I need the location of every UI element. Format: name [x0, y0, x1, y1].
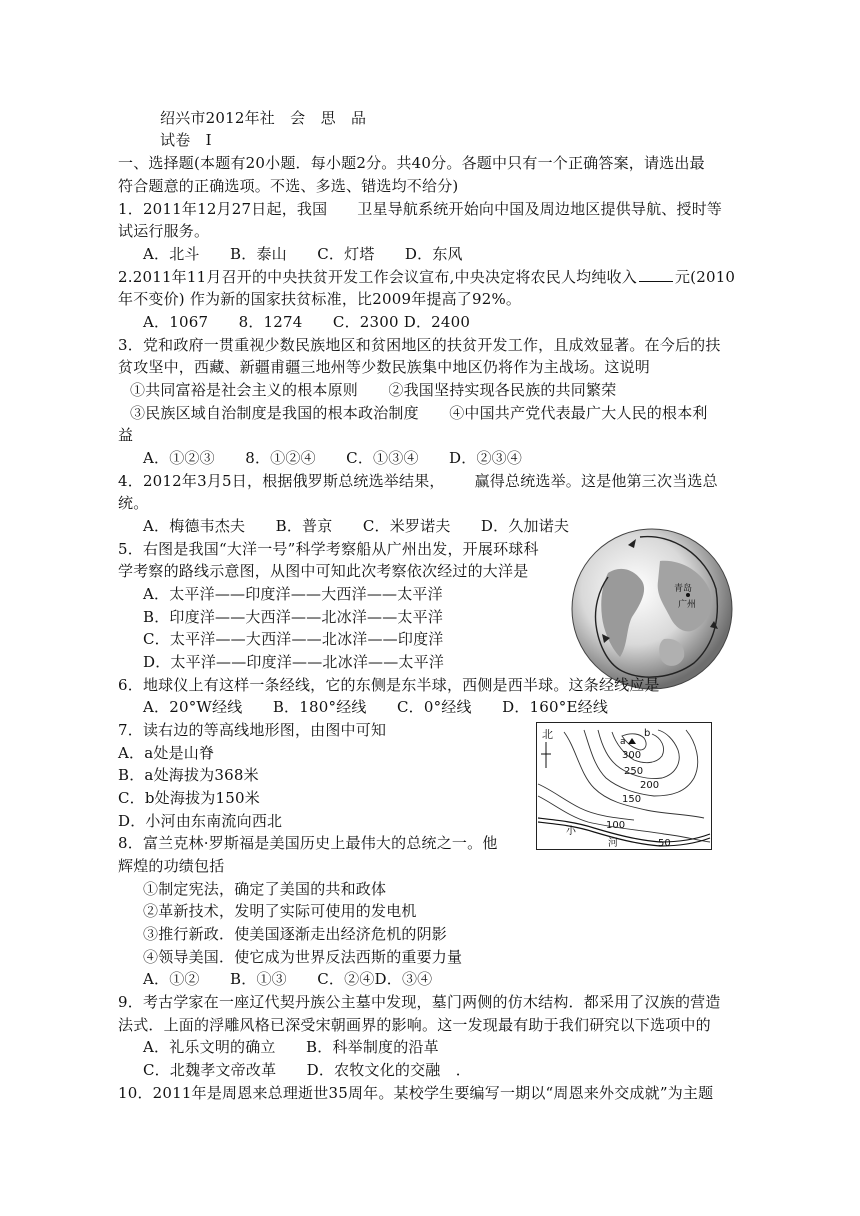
river-label: 小 — [566, 826, 576, 837]
question-text: 赢得总统选举。这是他第三次当选总 — [474, 472, 718, 490]
city-label-qingdao: 青岛 — [674, 584, 693, 594]
question-options: A．礼乐文明的确立 B．科举制度的沿革 — [143, 1038, 439, 1056]
statement-line: ③推行新政．使美国逐渐走出经济危机的阴影 — [143, 925, 448, 943]
contour-map-figure — [536, 722, 712, 850]
option-b: B．印度洋——大西洋——北冰洋——太平洋 — [143, 608, 444, 626]
statement-line: ②革新技术，发明了实际可使用的发电机 — [143, 902, 417, 920]
question-text: 试运行服务。 — [118, 222, 210, 240]
section-instruction: 一、选择题(本题有20小题．每小题2分。共40分。各题中只有一个正确答案，请选出最 — [118, 154, 705, 172]
question-10: 10．2011年是周恩来总理逝世35周年。某校学生要编写一期以“周恩来外交成就”为主题 — [118, 1084, 714, 1102]
north-label: 北 — [542, 728, 553, 741]
section-instruction: 符合题意的正确选项。不选、多选、错选均不给分) — [118, 177, 459, 195]
question-text: 贫攻坚中，西藏、新疆甫疆三地州等少数民族集中地区仍将作为主战场。这说明 — [118, 358, 651, 376]
statement-line: ①制定宪法，确定了美国的共和政体 — [143, 880, 387, 898]
question-text: 2.2011年11月召开的中央扶贫开发工作会议宣布,中央决定将农民人均纯收入 — [118, 268, 637, 286]
question-3: 3．党和政府一贯重视少数民族地区和贫困地区的扶贫开发工作，且成效显著。在今后的扶 — [118, 336, 721, 354]
question-text: 元(2010 — [674, 268, 736, 286]
question-options: A．1067 8．1274 C．2300 D．2400 — [143, 313, 471, 331]
question-text: 法式．上面的浮雕风格已深受宋朝画界的影响。这一发现最有助于我们研究以下选项中的 — [118, 1016, 711, 1034]
option-d: D．太平洋——印度洋——北冰洋——太平洋 — [143, 653, 445, 671]
question-4 — [118, 470, 718, 492]
question-options: A．北斗 B．泰山 C．灯塔 D．东风 — [143, 245, 463, 263]
point-label-a: a — [620, 737, 626, 747]
river-label: 河 — [608, 838, 618, 849]
question-6: 6．地球仪上有这样一条经线，它的东侧是东半球，西侧是西半球。这条经线应是 — [118, 676, 660, 694]
exam-title: 绍兴市2012年社 会 思 品 — [160, 109, 367, 127]
option-c: C．b处海拔为150米 — [118, 789, 260, 807]
contour-value: 250 — [624, 766, 644, 777]
contour-value: 100 — [606, 820, 626, 831]
option-c: C．太平洋——大西洋——北冰洋——印度洋 — [143, 630, 444, 648]
option-a: A．太平洋——印度洋——大西洋——太平洋 — [143, 585, 443, 603]
question-5: 5．右图是我国“大洋一号”科学考察船从广州出发，开展环球科 — [118, 540, 539, 558]
question-2 — [118, 266, 735, 288]
contour-value: 200 — [640, 780, 660, 791]
question-text: 学考察的路线示意图，从图中可知此次考察依次经过的大洋是 — [118, 562, 529, 580]
statement-line: 益 — [118, 426, 134, 444]
answer-blank — [639, 267, 673, 282]
question-text: 卫星导航系统开始向中国及周边地区提供导航、授时等 — [357, 200, 723, 218]
question-text: 年不变价) 作为新的国家扶贫标准，比2009年提高了92%。 — [118, 290, 522, 308]
point-label-b: b — [644, 728, 651, 739]
globe-route-figure — [568, 525, 736, 693]
question-7: 7．读右边的等高线地形图，由图中可知 — [118, 721, 387, 739]
paper-label: 试卷 I — [160, 131, 212, 149]
statement-line: ①共同富裕是社会主义的根本原则 ②我国坚持实现各民族的共同繁荣 — [130, 381, 617, 399]
contour-value: 300 — [622, 750, 642, 761]
option-a: A．a处是山脊 — [118, 744, 215, 762]
statement-line: ④领导美国．使它成为世界反法西斯的重要力量 — [143, 948, 463, 966]
contour-value: 50 — [658, 838, 671, 849]
statement-line: ③民族区域自治制度是我国的根本政治制度 ④中国共产党代表最广大人民的根本利 — [130, 404, 708, 422]
option-d: D．小河由东南流向西北 — [118, 812, 283, 830]
city-label-guangzhou: 广州 — [678, 600, 697, 610]
question-text: 辉煌的功绩包括 — [118, 857, 225, 875]
question-text: 统。 — [118, 494, 149, 512]
question-text: 1．2011年12月27日起，我国 — [118, 200, 328, 218]
question-8: 8．富兰克林·罗斯福是美国历史上最伟大的总统之一。他 — [118, 834, 498, 852]
contour-value: 150 — [622, 794, 642, 805]
question-options: A．梅德韦杰夫 B．普京 C．米罗诺夫 D．久加诺夫 — [143, 517, 570, 535]
question-9: 9．考古学家在一座辽代契丹族公主墓中发现，墓门两侧的仿木结构．都采用了汉族的营造 — [118, 993, 721, 1011]
question-text: 4．2012年3月5日，根据俄罗斯总统选举结果， — [118, 472, 445, 490]
question-1 — [118, 198, 722, 220]
option-b: B．a处海拔为368米 — [118, 766, 259, 784]
question-options: C．北魏孝文帝改革 D．农牧文化的交融 ． — [143, 1061, 471, 1079]
question-options: A．20°W经线 B．180°经线 C．0°经线 D．160°E经线 — [143, 698, 609, 716]
question-options: A．①② B．①③ C．②④D．③④ — [143, 970, 433, 988]
question-options: A．①②③ 8．①②④ C．①③④ D．②③④ — [143, 449, 523, 467]
